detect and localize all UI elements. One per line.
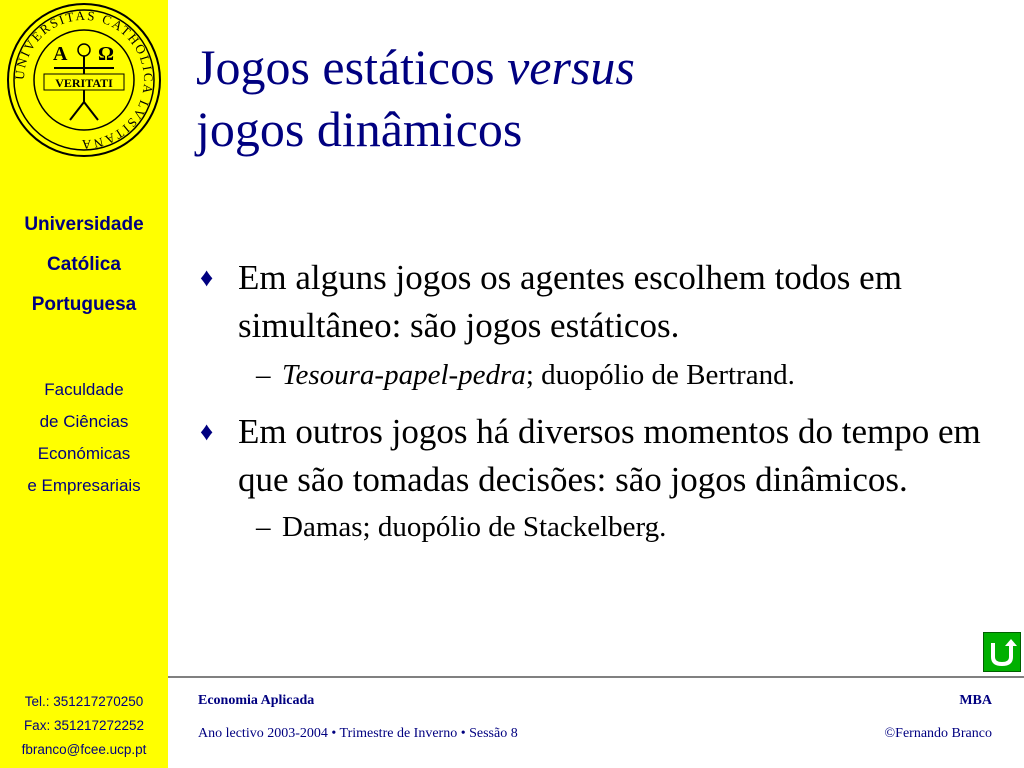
faculty-name-line: Económicas <box>37 444 131 463</box>
bullet-text: Em alguns jogos os agentes escolhem todos em simultâneo: são jogos estáticos. <box>238 258 902 345</box>
sub-bullet-item <box>198 506 998 548</box>
footer-author: ©Fernando Branco <box>884 726 992 741</box>
university-seal-logo <box>6 2 162 158</box>
sub-bullet-text: Damas; duopólio de Stackelberg. <box>282 511 667 543</box>
slide-title <box>196 36 976 160</box>
title-italic: versus <box>507 39 635 95</box>
university-name-line: Católica <box>47 254 121 275</box>
sub-bullet-item <box>198 354 998 396</box>
slide-content <box>198 254 998 560</box>
university-name-line: Universidade <box>24 214 144 235</box>
bullet-item <box>198 408 998 504</box>
sidebar <box>0 0 168 768</box>
footer-course: Economia Aplicada <box>198 693 315 708</box>
title-text: Jogos estáticos <box>196 39 508 95</box>
contact-email: fbranco@fcee.ucp.pt <box>21 742 147 757</box>
bullet-text: Em outros jogos há diversos momentos do tempo em que são tomadas decisões: são jogos dinâmicos. <box>238 412 981 499</box>
dash-marker: – <box>256 511 271 543</box>
contact-info <box>0 690 168 762</box>
title-line-2: jogos dinâmicos <box>196 101 523 157</box>
svg-text:A: A <box>53 43 68 65</box>
footer-session: Ano lectivo 2003-2004 • Trimestre de Inverno • Sessão 8 <box>198 726 518 741</box>
faculty-name <box>0 374 168 502</box>
sub-bullet-italic: Tesoura-papel-pedra <box>282 359 526 391</box>
diamond-icon: ♦ <box>200 263 214 292</box>
sub-bullet-text: ; duopólio de Bertrand. <box>525 359 795 391</box>
title-line-1 <box>196 39 635 95</box>
svg-text:Ω: Ω <box>98 43 115 65</box>
svg-text:UNIVERSITAS CATHOLICA LVSITANA: UNIVERSITAS CATHOLICA LVSITANA <box>11 7 157 153</box>
faculty-name-line: de Ciências <box>39 412 129 431</box>
svg-text:VERITATI: VERITATI <box>55 76 113 90</box>
university-name <box>0 205 168 325</box>
faculty-name-line: e Empresariais <box>27 476 141 495</box>
faculty-name-line: Faculdade <box>44 380 124 399</box>
dash-marker: – <box>256 359 271 391</box>
contact-phone: Tel.: 351217270250 <box>24 694 144 709</box>
diamond-icon: ♦ <box>200 417 214 446</box>
return-u-icon <box>984 633 1020 671</box>
return-button[interactable] <box>983 632 1021 672</box>
contact-fax: Fax: 351217272252 <box>23 718 145 733</box>
footer-program: MBA <box>959 693 992 708</box>
footer-divider <box>168 676 1024 678</box>
university-name-line: Portuguesa <box>31 294 137 315</box>
bullet-item <box>198 254 998 350</box>
